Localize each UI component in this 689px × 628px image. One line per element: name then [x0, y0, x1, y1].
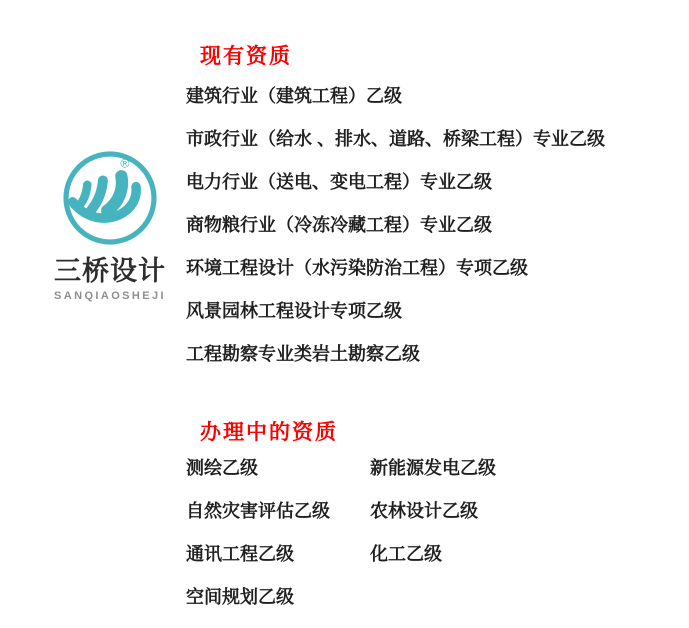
qualification-item: 工程勘察专业类岩土勘察乙级 — [186, 344, 420, 364]
qualification-item: 空间规划乙级 — [186, 587, 294, 607]
registered-trademark-icon: ® — [120, 156, 130, 171]
qualification-item: 新能源发电乙级 — [370, 458, 496, 478]
pending-qualifications-title: 办理中的资质 — [200, 421, 338, 444]
qualification-item: 市政行业（给水 、排水、道路、桥梁工程）专业乙级 — [186, 129, 605, 149]
qualification-item: 商物粮行业（冷冻冷藏工程）专业乙级 — [186, 215, 492, 235]
company-logo — [48, 146, 172, 302]
existing-qualifications-list — [186, 75, 686, 376]
brand-name-en: SANQIAOSHEJI — [54, 289, 166, 302]
qualification-item: 风景园林工程设计专项乙级 — [186, 301, 402, 321]
qualification-item: 环境工程设计（水污染防治工程）专项乙级 — [186, 258, 528, 278]
qualification-item: 农林设计乙级 — [370, 501, 478, 521]
qualification-item: 建筑行业（建筑工程）乙级 — [186, 86, 402, 106]
qualification-item: 电力行业（送电、变电工程）专业乙级 — [186, 172, 492, 192]
qualification-item — [370, 576, 496, 619]
existing-qualifications-title: 现有资质 — [200, 45, 292, 68]
pending-qualifications-grid — [186, 447, 496, 619]
qualification-item: 化工乙级 — [370, 544, 442, 564]
qualification-item: 自然灾害评估乙级 — [186, 501, 330, 521]
brand-name-cn: 三桥设计 — [54, 256, 166, 286]
qualification-item: 通讯工程乙级 — [186, 544, 294, 564]
qualification-item: 测绘乙级 — [186, 458, 258, 478]
wave-circle-logo-icon — [58, 146, 162, 250]
